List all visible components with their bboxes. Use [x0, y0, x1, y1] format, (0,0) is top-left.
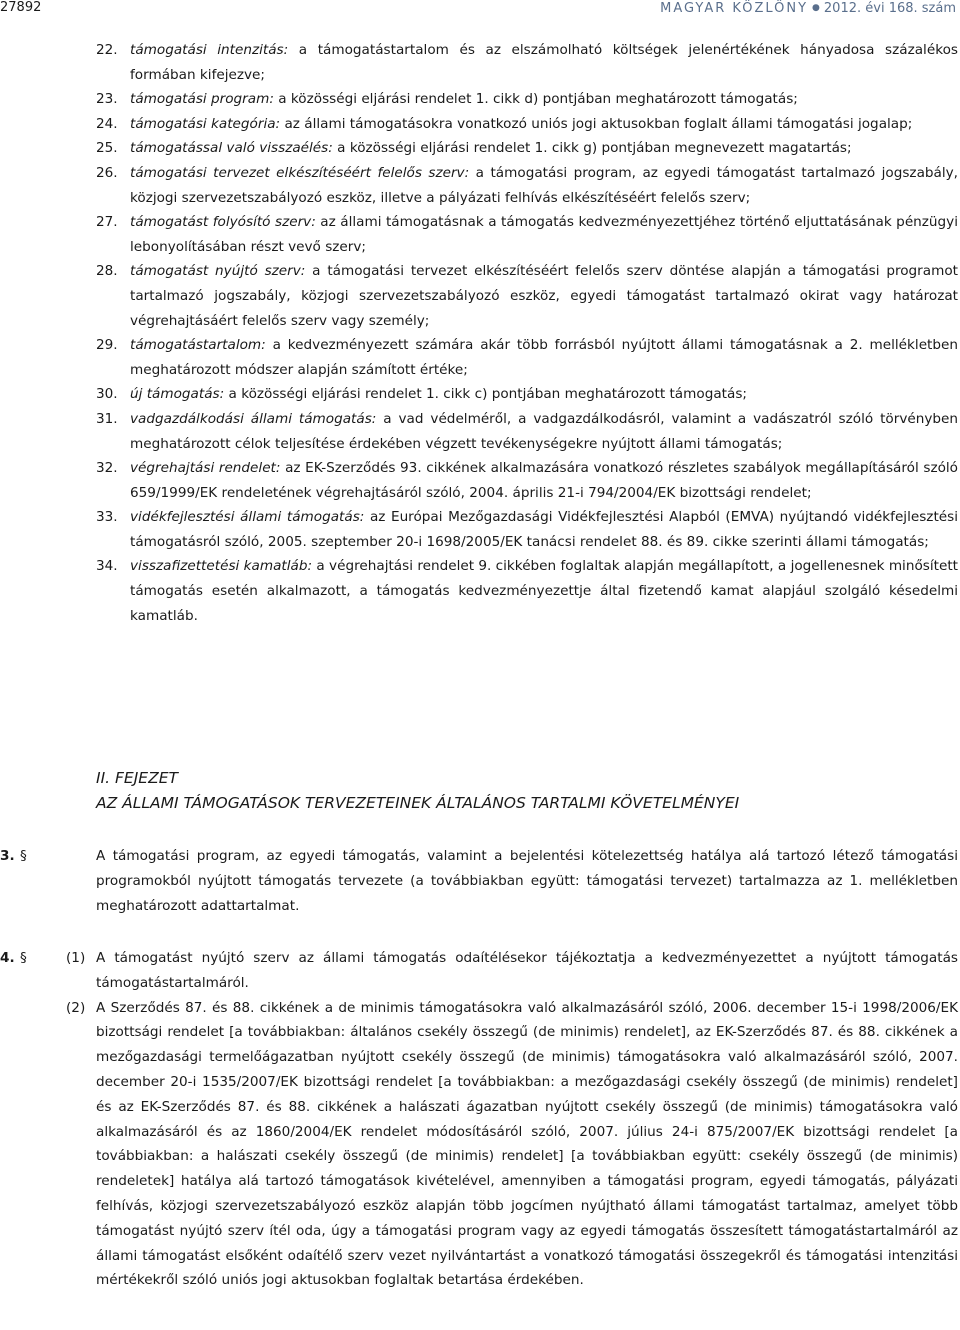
definition-item — [96, 161, 958, 210]
definition-item — [96, 333, 958, 382]
paragraph-text: A Szerződés 87. és 88. cikkének a de minimis támogatásokra való alkalmazásáról szóló, 2006. december 15-i 1998/2006/EK bizottsági rendelet [a továbbiakban: általános csekély összegű (de minimis) rendelet], az EK-Szerződés 87. és 88. cikkének a mezőgazdasági termelőágazatban nyújtott csekély összegű (de minimis) támogatásokra való alkalmazásáról szóló, 2007. december 20-i 1535/2007/EK bizottsági rendelet [a továbbiakban: a mezőgazdasági csekély összegű (de minimis) rendelet] és az EK-Szerződés 87. és 88. cikkének a halászati ágazatban nyújtott csekély összegű (de minimis) támogatásokra való alkalmazásáról és az 1860/2004/EK rendelet módosításáról szóló, 2007. július 24-i 875/2007/EK bizottsági rendelet [a továbbiakban: a halászati csekély összegű (de minimis) rendelet] [a továbbiakban együtt: csekély összegű (de minimis) rendeletek] hatálya alá tartozó támogatások kivételével, amennyiben a támogatási program, egyedi támogatás, pályázati felhívás, közjogi szervezetszabályozó eszköz alapján több jogcímen nyújtható állami támogatást tartalmaz, amelyet több támogatást nyújtó szerv ítél oda, úgy a támogatási program vagy az egyedi támogatás összesített támogatástartalmáról az állami támogatást elsőként odaítélő szerv vezet nyilvántartást a vonatkozó támogatási összegekről és támogatási intenzitási mértékekről szóló uniós jogi aktusokban foglaltak betartása érdekében. — [96, 999, 958, 1289]
item-number: 26. — [96, 164, 118, 181]
paragraph — [0, 996, 958, 1294]
item-number: 34. — [96, 558, 118, 575]
definition-item — [96, 87, 958, 112]
defined-term: új támogatás: — [130, 386, 225, 403]
definition-text: a közösségi eljárási rendelet 1. cikk d) pontjában meghatározott támogatás; — [273, 91, 798, 108]
paragraph-number: (2) — [66, 999, 86, 1016]
definition-text: a végrehajtási rendelet 9. cikkében foglaltak alapján megállapított, a jogellenesnek minősített támogatás esetén alkalmazott, a támogatás kedvezményezettje által fizetendő kamat alapjául szolgáló késedelmi kamatláb. — [130, 558, 958, 624]
definition-item — [96, 210, 958, 259]
bullet-icon: ● — [812, 3, 820, 13]
paragraph — [0, 946, 958, 996]
definition-item — [96, 136, 958, 161]
defined-term: támogatással való visszaélés: — [130, 140, 333, 157]
definition-text: a támogatási program, az egyedi támogatást tartalmazó jogszabály, közjogi szervezetszabályozó eszköz, illetve a pályázati felhívás elkészítéséért felelős szerv; — [130, 164, 958, 206]
journal-title: MAGYAR KÖZLÖNY — [660, 1, 809, 16]
section-sign: § — [20, 848, 27, 864]
chapter-number: II. FEJEZET — [96, 769, 178, 787]
item-number: 29. — [96, 337, 118, 354]
item-number: 22. — [96, 42, 118, 58]
item-number: 33. — [96, 509, 118, 526]
section-4 — [0, 946, 958, 1293]
defined-term: vidékfejlesztési állami támogatás: — [130, 509, 365, 526]
definition-text: az állami támogatásokra vonatkozó uniós jogi aktusokban foglalt állami támogatási jogalap; — [280, 115, 913, 132]
definition-text: az EK-Szerződés 93. cikkének alkalmazására vonatkozó részletes szabályok megállapításáról szóló 659/1999/EK rendeletének végrehajtásáról szóló, 2004. április 21-i 794/2004/EK bizottsági rendelet; — [130, 460, 958, 501]
page-number: 27892 — [0, 0, 42, 15]
item-number: 23. — [96, 91, 118, 108]
item-number: 30. — [96, 386, 118, 403]
item-number: 27. — [96, 214, 118, 231]
item-number: 28. — [96, 263, 118, 280]
item-number: 31. — [96, 410, 118, 427]
section-3 — [0, 844, 958, 918]
definition-text: a támogatási tervezet elkészítéséért felelős szerv döntése alapján a támogatási programot tartalmazó jogszabály, közjogi szervezetszabályozó eszköz, egyedi támogatást tartalmazó okirat vagy határozat végrehajtásáért felelős szerv vagy személy; — [130, 263, 958, 329]
definition-item — [96, 456, 958, 505]
definition-item — [96, 38, 958, 87]
paragraph-text: A támogatást nyújtó szerv az állami támogatás odaítélésekor tájékoztatja a kedvezményezettet a nyújtott támogatás támogatástartalmáról. — [96, 950, 958, 991]
definition-item — [96, 382, 958, 407]
defined-term: visszafizettetési kamatláb: — [130, 558, 313, 575]
running-head — [660, 0, 956, 17]
chapter-title: AZ ÁLLAMI TÁMOGATÁSOK TERVEZETEINEK ÁLTALÁNOS TARTALMI KÖVETELMÉNYEI — [96, 794, 740, 812]
defined-term: támogatást folyósító szerv: — [130, 214, 316, 231]
defined-term: támogatást nyújtó szerv: — [130, 263, 306, 280]
defined-term: vadgazdálkodási állami támogatás: — [130, 410, 377, 427]
section-number: 4. — [0, 950, 15, 966]
definition-item — [96, 554, 958, 628]
definition-list — [96, 38, 958, 628]
definition-text: a támogatástartalom és az elszámolható költségek jelenértékének hányadosa százalékos formában kifejezve; — [130, 42, 958, 83]
definition-item — [96, 505, 958, 554]
defined-term: támogatási program: — [130, 91, 274, 108]
definition-text: a vad védelméről, a vadgazdálkodásról, valamint a vadászatról szóló törvényben meghatározott célok teljesítése érdekében végzett tevékenységekre nyújtott állami támogatás; — [130, 410, 958, 452]
section-number: 3. — [0, 848, 15, 864]
definition-text: a közösségi eljárási rendelet 1. cikk c) pontjában meghatározott támogatás; — [224, 386, 747, 403]
section-text: A támogatási program, az egyedi támogatás, valamint a bejelentési kötelezettség hatálya alá tartozó létező támogatási programokból nyújtott támogatás tervezete (a továbbiakban együtt: támogatási tervezet) tartalmazza az 1. mellékletben meghatározott adattartalmat. — [96, 848, 958, 914]
paragraph-number: (1) — [66, 950, 86, 966]
definition-text: az Európai Mezőgazdasági Vidékfejlesztési Alapból (EMVA) nyújtandó vidékfejlesztési támogatásról szóló, 2005. szeptember 20-i 1698/2005/EK tanácsi rendelet 88. és 89. cikke szerinti állami támogatás; — [130, 509, 958, 550]
defined-term: támogatástartalom: — [130, 337, 266, 354]
definition-item — [96, 407, 958, 456]
definition-text: a közösségi eljárási rendelet 1. cikk g) pontjában megnevezett magatartás; — [332, 140, 852, 157]
defined-term: végrehajtási rendelet: — [130, 460, 281, 477]
definition-item — [96, 112, 958, 137]
defined-term: támogatási intenzitás: — [130, 42, 289, 58]
item-number: 25. — [96, 140, 118, 157]
definition-text: a kedvezményezett számára akár több forrásból nyújtott állami támogatásnak a 2. mellékletben meghatározott módszer alapján számított értéke; — [130, 337, 958, 378]
defined-term: támogatási tervezet elkészítéséért felelős szerv: — [130, 164, 470, 181]
issue-label: 2012. évi 168. szám — [823, 1, 956, 16]
definition-text: az állami támogatásnak a támogatás kedvezményezettjéhez történő eljuttatásának pénzügyi lebonyolításában részt vevő szerv; — [130, 214, 958, 255]
defined-term: támogatási kategória: — [130, 115, 281, 132]
section-sign: § — [20, 950, 27, 966]
definition-item — [96, 259, 958, 333]
item-number: 24. — [96, 115, 118, 132]
item-number: 32. — [96, 460, 118, 477]
